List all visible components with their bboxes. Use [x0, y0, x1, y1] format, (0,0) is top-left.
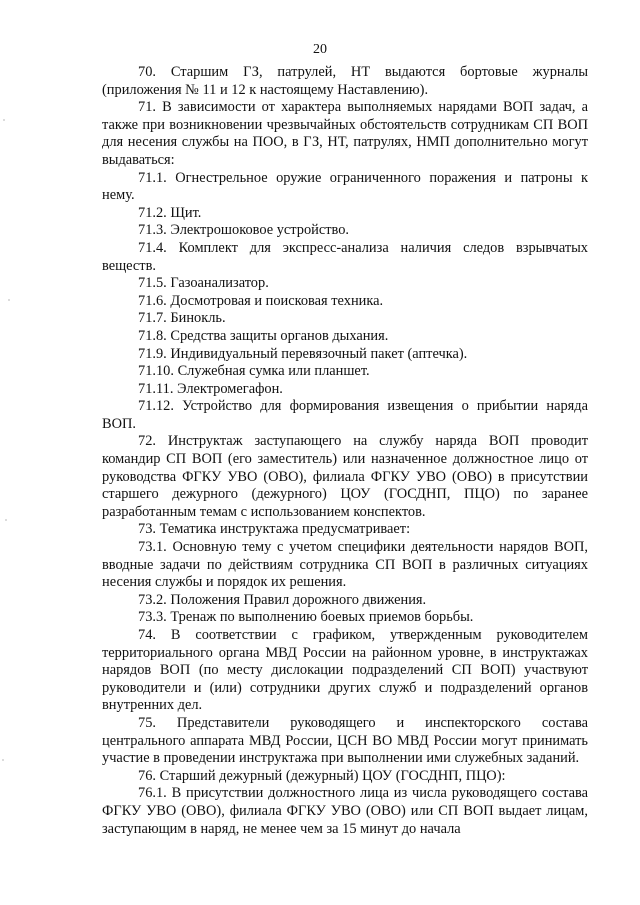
paragraph: 71.5. Газоанализатор.: [138, 275, 269, 292]
page-number: 20: [313, 42, 327, 57]
paragraph: 71.6. Досмотровая и поисковая техника.: [138, 292, 384, 309]
paragraph: 71. В зависимости от характера выполняемых нарядами ВОП задач, а также при возникновении чрезвычайных обстоятельств сотрудникам СП ВОП для несения службы на ПОО, в ГЗ, НТ, патрулях, НМП дополнительно могут выдаваться:: [102, 99, 588, 168]
paragraph: 71.3. Электрошоковое устройство.: [138, 222, 350, 239]
paragraph: 71.10. Служебная сумка или планшет.: [138, 363, 370, 380]
paragraph: 73. Тематика инструктажа предусматривает:: [138, 521, 411, 538]
paragraph: 71.9. Индивидуальный перевязочный пакет (аптечка).: [138, 345, 468, 362]
paragraph: 71.12. Устройство для формирования извещения о прибытии наряда ВОП.: [102, 398, 588, 432]
scan-edge-artifact: [0, 0, 16, 905]
paragraph: 73.3. Тренаж по выполнению боевых приемов борьбы.: [138, 609, 474, 626]
paragraph: 73.1. Основную тему с учетом специфики деятельности нарядов ВОП, вводные задачи по действиям сотрудника СП ВОП в различных ситуациях несения службы и порядок их решения.: [102, 539, 588, 591]
paragraph: 71.4. Комплект для экспресс-анализа наличия следов взрывчатых веществ.: [102, 239, 588, 274]
paragraph: 71.2. Щит.: [138, 204, 202, 221]
paragraph: 74. В соответствии с графиком, утвержденным руководителем территориального органа МВД России на районном уровне, в инструктажах нарядов ВОП (по месту дислокации подразделений СП ВОП) участвуют руководители и (или) сотрудники других служб и подразделений органов внутренних дел.: [102, 627, 588, 714]
paragraph: 71.8. Средства защиты органов дыхания.: [138, 327, 389, 344]
paragraph: 71.7. Бинокль.: [138, 310, 226, 327]
paragraph: 71.1. Огнестрельное оружие ограниченного поражения и патроны к нему.: [102, 169, 588, 204]
paragraph: 75. Представители руководящего и инспекторского состава центрального аппарата МВД России, ЦСН ВО МВД России могут принимать участие в проведении инструктажа при выполнении ими служебных заданий.: [102, 714, 588, 767]
paragraph: 72. Инструктаж заступающего на службу наряда ВОП проводит командир СП ВОП (его заместитель) или назначенное должностное лицо от руководства ФГКУ УВО (ОВО), филиала ФГКУ УВО (ОВО) в присутствии старшего дежурного (дежурного) ЦОУ (ГОСДНП, ПЦО) по заранее разработанным темам с использованием конспектов.: [102, 433, 588, 520]
paragraph: 76. Старший дежурный (дежурный) ЦОУ (ГОСДНП, ПЦО):: [138, 767, 506, 784]
document-body: [102, 64, 588, 838]
paragraph: 73.2. Положения Правил дорожного движения.: [138, 591, 427, 608]
paragraph: 70. Старшим ГЗ, патрулей, НТ выдаются бортовые журналы (приложения № 11 и 12 к настоящему Наставлению).: [102, 64, 588, 98]
paragraph: 71.11. Электромегафон.: [138, 380, 283, 397]
paragraph: 76.1. В присутствии должностного лица из числа руководящего состава ФГКУ УВО (ОВО), филиала ФГКУ УВО (ОВО) или СП ВОП выдает лицам, заступающим в наряд, не менее чем за 15 минут до начала: [102, 785, 588, 837]
